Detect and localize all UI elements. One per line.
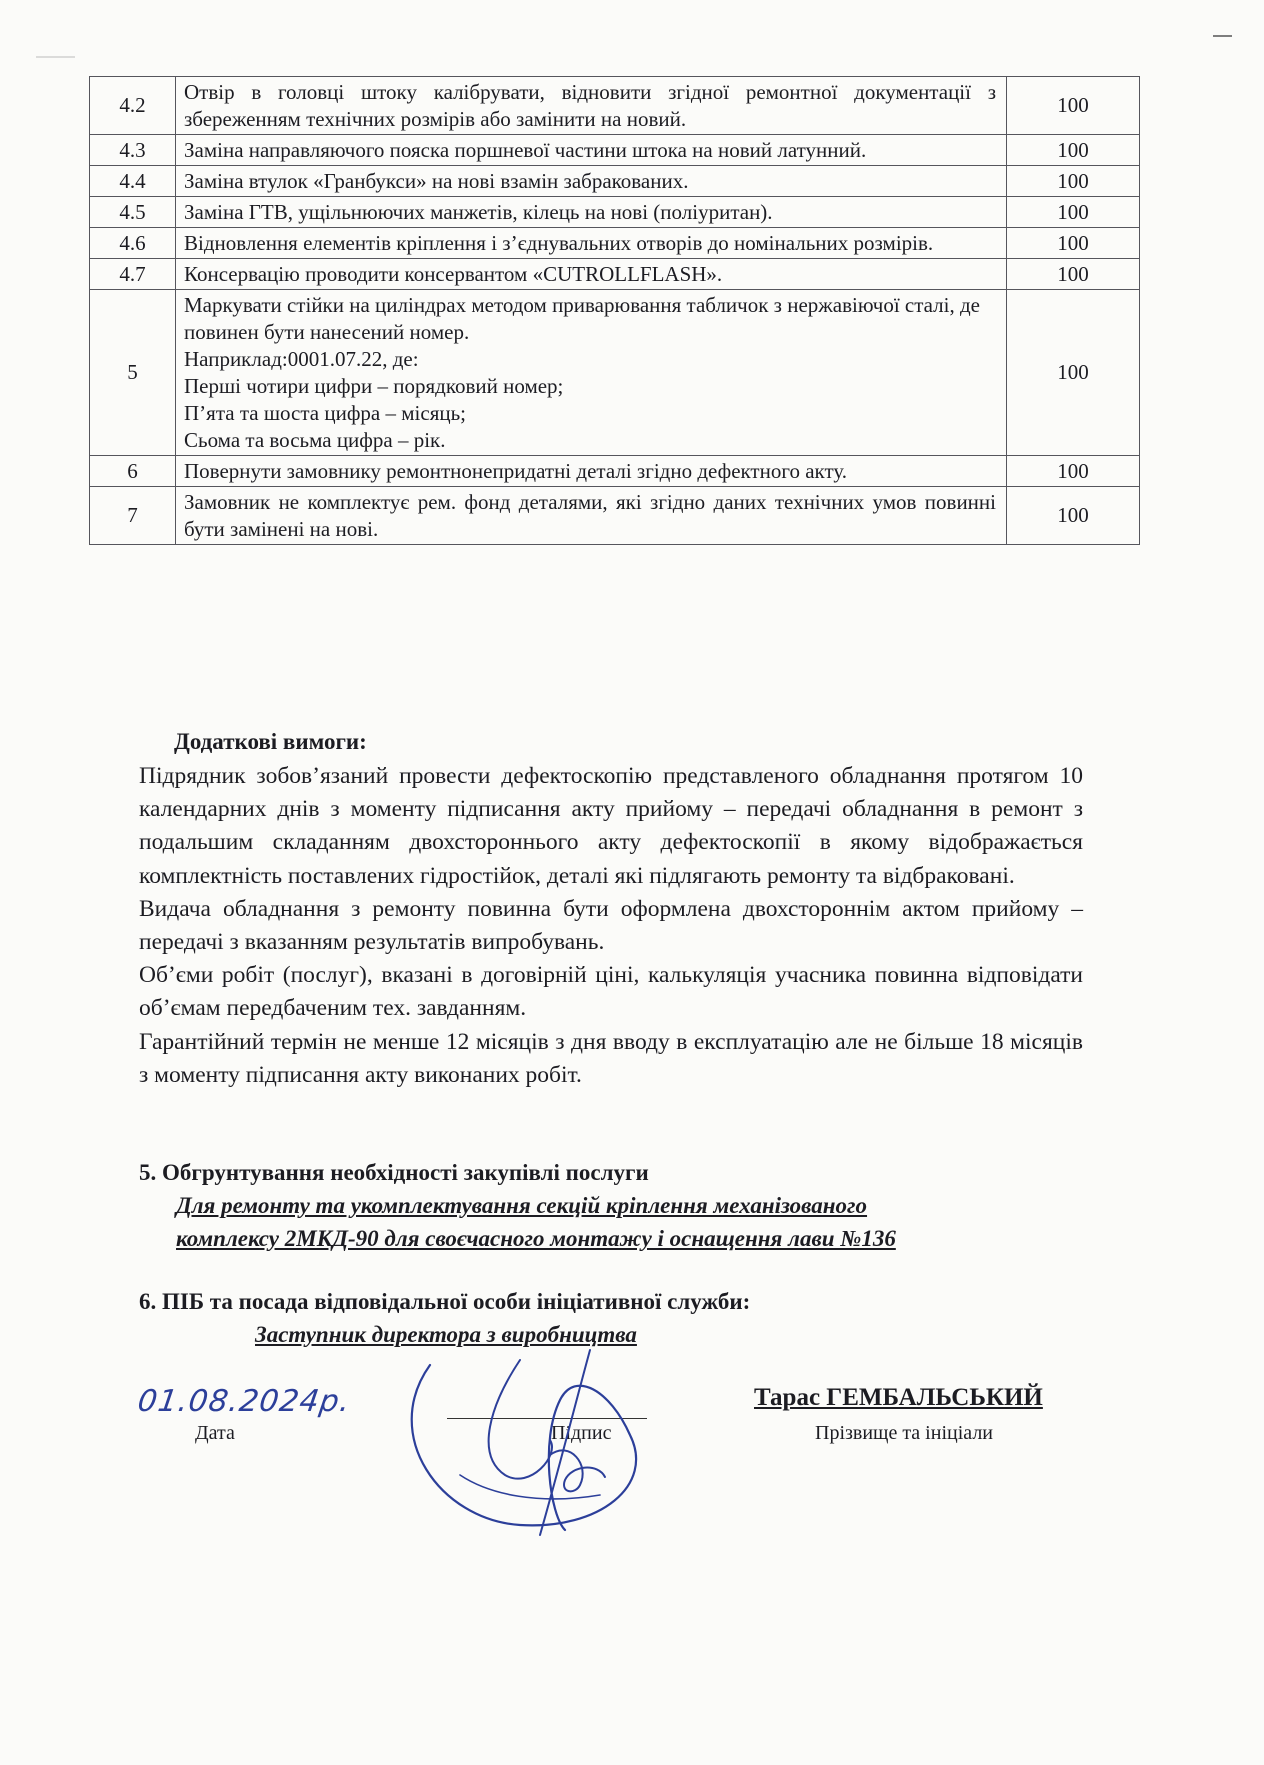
- row-value: 100: [1007, 487, 1140, 545]
- description-line: Консервацію проводити консервантом «CUTROLLFLASH».: [184, 262, 723, 286]
- handwritten-signature: [400, 1345, 700, 1545]
- additional-paragraph: Видача обладнання з ремонту повинна бути оформлена двохстороннім актом прийому – передачі з вказанням результатів випробувань.: [139, 895, 1083, 956]
- additional-paragraph: Гарантійний термін не менше 12 місяців з дня вводу в експлуатацію але не більше 18 місяців з моменту підписання акту виконаних робіт.: [139, 1028, 1083, 1088]
- table-row: [90, 77, 1140, 135]
- section6-position: Заступник директора з виробництва: [255, 1322, 637, 1347]
- table-row: [90, 290, 1140, 456]
- row-value: 100: [1007, 259, 1140, 290]
- section6-title: 6. ПІБ та посада відповідальної особи ініціативної служби:: [139, 1289, 751, 1314]
- date-caption: Дата: [195, 1422, 235, 1444]
- row-description: [176, 135, 1007, 166]
- row-description: [176, 456, 1007, 487]
- work-table-body: [90, 77, 1140, 545]
- description-line: П’ята та шоста цифра – місяць;: [184, 401, 467, 425]
- description-line: Заміна втулок «Гранбукси» на нові взамін забракованих.: [184, 169, 689, 193]
- description-line: Заміна направляючого пояска поршневої частини штока на новий латунний.: [184, 138, 867, 162]
- row-number: 4.6: [90, 228, 176, 259]
- description-line: Отвір в головці штоку калібрувати, відновити згідної ремонтної документації з збереженням технічних розмірів або замінити на новий.: [184, 80, 996, 131]
- row-description: [176, 487, 1007, 545]
- description-line: Замовник не комплектує рем. фонд деталями, які згідно даних технічних умов повинні бути замінені на нові.: [184, 490, 996, 541]
- row-number: 6: [90, 456, 176, 487]
- additional-body: [139, 760, 1083, 1092]
- row-number: 4.2: [90, 77, 176, 135]
- table-row: [90, 228, 1140, 259]
- row-value: 100: [1007, 166, 1140, 197]
- table-row: [90, 487, 1140, 545]
- row-description: [176, 290, 1007, 456]
- row-description: [176, 259, 1007, 290]
- description-line: Перші чотири цифри – порядковий номер;: [184, 374, 564, 398]
- row-number: 4.4: [90, 166, 176, 197]
- table-row: [90, 259, 1140, 290]
- row-number: 4.3: [90, 135, 176, 166]
- row-value: 100: [1007, 135, 1140, 166]
- table-row: [90, 166, 1140, 197]
- table-row: [90, 456, 1140, 487]
- signer-name: Тарас ГЕМБАЛЬСЬКИЙ: [754, 1384, 1043, 1411]
- description-line: Маркувати стійки на циліндрах методом приварювання табличок з нержавіючої сталі, де повинен бути нанесений номер.: [184, 293, 980, 344]
- section5-title: 5. Обгрунтування необхідності закупівлі послуги: [139, 1160, 649, 1185]
- row-number: 4.7: [90, 259, 176, 290]
- row-number: 7: [90, 487, 176, 545]
- row-value: 100: [1007, 77, 1140, 135]
- section5-justification-line1: Для ремонту та укомплектування секцій кріплення механізованого: [176, 1193, 868, 1218]
- work-table: [89, 76, 1140, 545]
- description-line: Заміна ГТВ, ущільнюючих манжетів, кілець на нові (поліуритан).: [184, 200, 773, 224]
- description-line: Сьома та восьма цифра – рік.: [184, 428, 446, 452]
- row-value: 100: [1007, 456, 1140, 487]
- additional-paragraph: Об’єми робіт (послуг), вказані в договірній ціні, калькуляція учасника повинна відповідати об’ємам передбаченим тех. завданням.: [139, 962, 1083, 1022]
- additional-title: Додаткові вимоги:: [174, 729, 367, 754]
- row-value: 100: [1007, 290, 1140, 456]
- signature-caption: Підпис: [551, 1422, 612, 1444]
- description-line: Наприклад:0001.07.22, де:: [184, 347, 419, 371]
- handwritten-date: 01.08.2024р.: [135, 1384, 353, 1419]
- description-line: Відновлення елементів кріплення і з’єднувальних отворів до номінальних розмірів.: [184, 231, 934, 255]
- row-description: [176, 77, 1007, 135]
- row-number: 5: [90, 290, 176, 456]
- row-value: 100: [1007, 228, 1140, 259]
- row-description: [176, 166, 1007, 197]
- description-line: Повернути замовнику ремонтнонепридатні деталі згідно дефектного акту.: [184, 459, 847, 483]
- row-value: 100: [1007, 197, 1140, 228]
- additional-paragraph: Підрядник зобов’язаний провести дефектоскопію представленого обладнання протягом 10 календарних днів з моменту підписання акту прийому – передачі обладнання в ремонт з подальшим складанням двохстороннього акту дефектоскопії в якому відображається комплектність поставлених гідростійок, деталі які підлягають ремонту та відбраковані.: [139, 763, 1083, 889]
- name-caption: Прізвище та ініціали: [815, 1422, 993, 1444]
- row-description: [176, 228, 1007, 259]
- row-description: [176, 197, 1007, 228]
- table-row: [90, 197, 1140, 228]
- table-row: [90, 135, 1140, 166]
- row-number: 4.5: [90, 197, 176, 228]
- section5-justification-line2: комплексу 2МКД-90 для своєчасного монтажу і оснащення лави №136: [176, 1226, 896, 1251]
